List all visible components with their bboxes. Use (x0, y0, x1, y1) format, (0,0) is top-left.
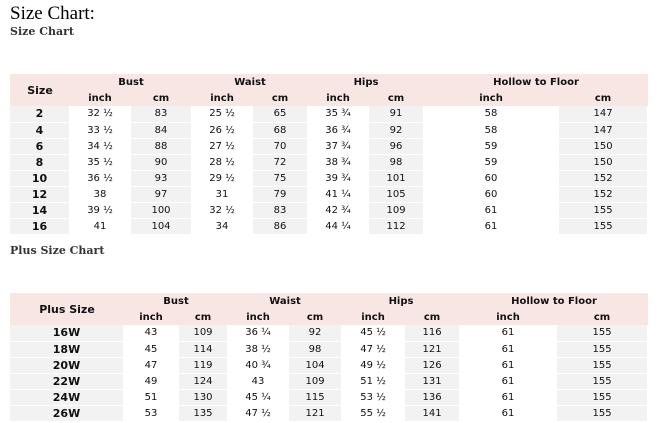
table-cell: 155 (556, 373, 648, 389)
table-cell: 115 (288, 389, 342, 405)
table-cell: 96 (368, 138, 424, 154)
table-cell: 93 (130, 170, 192, 186)
table-row (10, 122, 648, 138)
table-cell: 116 (404, 325, 460, 341)
table-cell: 32 ½ (70, 106, 130, 122)
table-cell: 121 (288, 405, 342, 421)
table-cell: 40 ¾ (228, 357, 288, 373)
table-cell: 84 (130, 122, 192, 138)
table-row (10, 373, 648, 389)
table-cell: 43 (124, 325, 178, 341)
hips-group-header: Hips (342, 293, 460, 309)
table-row (10, 218, 648, 234)
table-cell: 60 (424, 170, 558, 186)
table-cell: 51 (124, 389, 178, 405)
unit-header: cm (404, 309, 460, 325)
table-cell: 47 (124, 357, 178, 373)
table-cell: 104 (130, 218, 192, 234)
table-cell: 90 (130, 154, 192, 170)
table-cell: 112 (368, 218, 424, 234)
unit-header: inch (192, 90, 252, 106)
bust-group-header: Bust (70, 74, 192, 90)
size-cell: 22W (10, 373, 124, 389)
table-cell: 41 ¼ (308, 186, 368, 202)
table-cell: 91 (368, 106, 424, 122)
table-cell: 51 ½ (342, 373, 404, 389)
table-row (10, 202, 648, 218)
size-cell: 2 (10, 106, 70, 122)
table-cell: 135 (178, 405, 228, 421)
table-cell: 155 (556, 405, 648, 421)
table-cell: 61 (460, 389, 556, 405)
size-cell: 26W (10, 405, 124, 421)
table-cell: 61 (460, 373, 556, 389)
size-column-header: Size (10, 74, 70, 106)
unit-header: cm (252, 90, 308, 106)
waist-group-header: Waist (228, 293, 342, 309)
table-cell: 98 (368, 154, 424, 170)
table-cell: 39 ¾ (308, 170, 368, 186)
size-chart-heading: Size Chart (10, 25, 74, 38)
table-cell: 53 ½ (342, 389, 404, 405)
table-row (10, 154, 648, 170)
table-cell: 34 ½ (70, 138, 130, 154)
table-cell: 136 (404, 389, 460, 405)
table-cell: 43 (228, 373, 288, 389)
table-cell: 104 (288, 357, 342, 373)
table-cell: 65 (252, 106, 308, 122)
size-cell: 4 (10, 122, 70, 138)
table-cell: 44 ¼ (308, 218, 368, 234)
unit-header: cm (556, 309, 648, 325)
table-cell: 92 (368, 122, 424, 138)
table-row (10, 186, 648, 202)
table-cell: 147 (558, 122, 648, 138)
size-cell: 8 (10, 154, 70, 170)
unit-header: inch (228, 309, 288, 325)
table-cell: 29 ½ (192, 170, 252, 186)
page-title: Size Chart: (10, 3, 95, 24)
unit-header: cm (368, 90, 424, 106)
table-cell: 39 ½ (70, 202, 130, 218)
table-cell: 150 (558, 154, 648, 170)
table-cell: 155 (556, 389, 648, 405)
table-cell: 59 (424, 154, 558, 170)
size-chart-body (10, 106, 648, 234)
table-cell: 53 (124, 405, 178, 421)
table-cell: 109 (288, 373, 342, 389)
table-cell: 38 ¾ (308, 154, 368, 170)
table-cell: 42 ¾ (308, 202, 368, 218)
table-cell: 124 (178, 373, 228, 389)
table-cell: 47 ½ (228, 405, 288, 421)
table-cell: 130 (178, 389, 228, 405)
unit-header: inch (424, 90, 558, 106)
unit-header: cm (178, 309, 228, 325)
table-cell: 55 ½ (342, 405, 404, 421)
hips-group-header: Hips (308, 74, 424, 90)
table-cell: 75 (252, 170, 308, 186)
table-row (10, 170, 648, 186)
unit-header: inch (124, 309, 178, 325)
table-cell: 35 ½ (70, 154, 130, 170)
unit-header: cm (558, 90, 648, 106)
table-cell: 45 ½ (342, 325, 404, 341)
table-cell: 131 (404, 373, 460, 389)
table-cell: 36 ¼ (228, 325, 288, 341)
table-cell: 25 ½ (192, 106, 252, 122)
size-cell: 16W (10, 325, 124, 341)
table-cell: 61 (424, 202, 558, 218)
plus-size-chart-heading: Plus Size Chart (10, 244, 105, 257)
size-cell: 12 (10, 186, 70, 202)
table-cell: 58 (424, 106, 558, 122)
plus-size-column-header: Plus Size (10, 293, 124, 325)
table-cell: 155 (556, 325, 648, 341)
table-cell: 58 (424, 122, 558, 138)
table-cell: 38 ½ (228, 341, 288, 357)
table-cell: 61 (460, 341, 556, 357)
unit-header: inch (70, 90, 130, 106)
size-cell: 14 (10, 202, 70, 218)
table-cell: 31 (192, 186, 252, 202)
table-row (10, 341, 648, 357)
table-cell: 88 (130, 138, 192, 154)
table-cell: 155 (556, 357, 648, 373)
unit-header: inch (342, 309, 404, 325)
table-cell: 59 (424, 138, 558, 154)
table-cell: 150 (558, 138, 648, 154)
table-cell: 119 (178, 357, 228, 373)
table-row (10, 405, 648, 421)
table-cell: 61 (424, 218, 558, 234)
table-cell: 147 (558, 106, 648, 122)
table-cell: 61 (460, 405, 556, 421)
table-cell: 92 (288, 325, 342, 341)
table-row (10, 389, 648, 405)
table-cell: 61 (460, 325, 556, 341)
table-cell: 101 (368, 170, 424, 186)
size-cell: 18W (10, 341, 124, 357)
table-row (10, 357, 648, 373)
table-cell: 100 (130, 202, 192, 218)
table-cell: 33 ½ (70, 122, 130, 138)
table-cell: 41 (70, 218, 130, 234)
table-cell: 109 (178, 325, 228, 341)
table-cell: 155 (558, 218, 648, 234)
table-cell: 49 ½ (342, 357, 404, 373)
size-cell: 16 (10, 218, 70, 234)
size-cell: 6 (10, 138, 70, 154)
unit-header: cm (130, 90, 192, 106)
plus-size-chart-body (10, 325, 648, 421)
size-cell: 20W (10, 357, 124, 373)
size-cell: 24W (10, 389, 124, 405)
unit-header: cm (288, 309, 342, 325)
table-cell: 86 (252, 218, 308, 234)
table-cell: 155 (558, 202, 648, 218)
table-cell: 26 ½ (192, 122, 252, 138)
bust-group-header: Bust (124, 293, 228, 309)
table-cell: 32 ½ (192, 202, 252, 218)
table-cell: 83 (252, 202, 308, 218)
table-cell: 97 (130, 186, 192, 202)
table-row (10, 138, 648, 154)
size-chart-table (10, 74, 649, 235)
table-cell: 141 (404, 405, 460, 421)
table-cell: 61 (460, 357, 556, 373)
waist-group-header: Waist (192, 74, 308, 90)
table-cell: 45 (124, 341, 178, 357)
table-cell: 105 (368, 186, 424, 202)
table-cell: 114 (178, 341, 228, 357)
unit-header: inch (460, 309, 556, 325)
table-cell: 83 (130, 106, 192, 122)
table-cell: 126 (404, 357, 460, 373)
table-cell: 38 (70, 186, 130, 202)
table-cell: 70 (252, 138, 308, 154)
unit-header: inch (308, 90, 368, 106)
plus-size-chart-table (10, 293, 649, 422)
table-cell: 45 ¼ (228, 389, 288, 405)
hollow-to-floor-group-header: Hollow to Floor (460, 293, 648, 309)
hollow-to-floor-group-header: Hollow to Floor (424, 74, 648, 90)
table-cell: 34 (192, 218, 252, 234)
table-row (10, 106, 648, 122)
table-cell: 155 (556, 341, 648, 357)
table-cell: 79 (252, 186, 308, 202)
table-cell: 47 ½ (342, 341, 404, 357)
table-cell: 28 ½ (192, 154, 252, 170)
table-row (10, 325, 648, 341)
table-cell: 37 ¾ (308, 138, 368, 154)
table-cell: 60 (424, 186, 558, 202)
size-cell: 10 (10, 170, 70, 186)
table-cell: 35 ¾ (308, 106, 368, 122)
table-cell: 98 (288, 341, 342, 357)
table-cell: 72 (252, 154, 308, 170)
table-cell: 152 (558, 186, 648, 202)
table-cell: 36 ½ (70, 170, 130, 186)
table-cell: 121 (404, 341, 460, 357)
table-cell: 68 (252, 122, 308, 138)
table-cell: 109 (368, 202, 424, 218)
table-cell: 152 (558, 170, 648, 186)
table-cell: 36 ¾ (308, 122, 368, 138)
table-cell: 49 (124, 373, 178, 389)
table-cell: 27 ½ (192, 138, 252, 154)
